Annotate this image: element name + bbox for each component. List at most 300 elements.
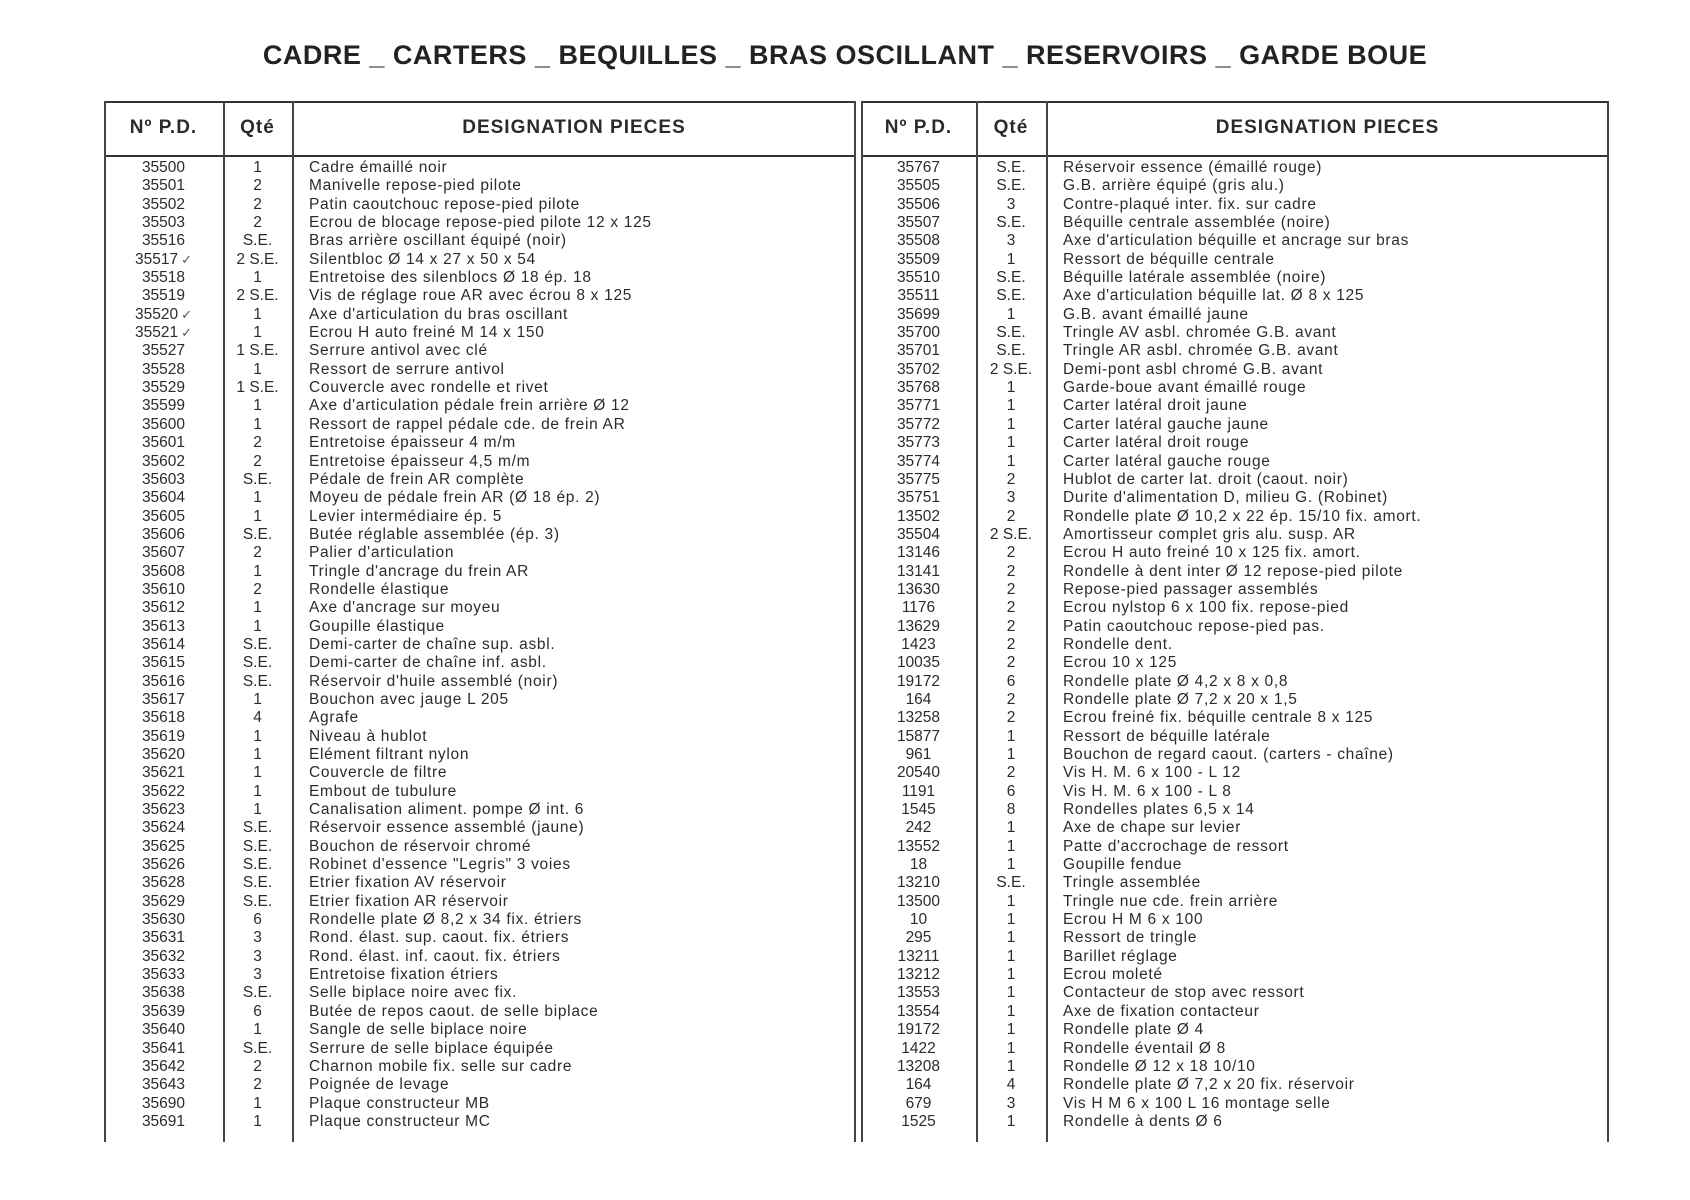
part-number: 1525 (901, 1112, 936, 1130)
table-row (861, 654, 1609, 672)
part-designation: Ecrou H auto freiné M 14 x 150 (309, 324, 545, 342)
quantity: 1 (253, 1021, 262, 1039)
part-designation: Réservoir d'huile assemblé (noir) (309, 672, 559, 690)
part-designation: Ressort de béquille latérale (1063, 727, 1271, 745)
table-row (861, 599, 1609, 617)
quantity: S.E. (996, 324, 1026, 342)
quantity: 2 (1006, 764, 1016, 782)
part-designation: Contacteur de stop avec ressort (1063, 984, 1305, 1002)
quantity: S.E. (996, 159, 1026, 176)
quantity: 1 (253, 1112, 262, 1130)
part-number: 35607 (141, 544, 186, 562)
table-row (861, 948, 1609, 966)
part-designation: Axe d'articulation pédale frein arrière Ø 12 (309, 397, 630, 415)
part-number: 35503 (141, 214, 186, 232)
part-designation: Repose-pied passager assemblés (1063, 580, 1319, 598)
part-designation: Silentbloc Ø 14 x 27 x 50 x 54 (309, 250, 536, 268)
table-row (104, 709, 856, 727)
part-number: 35699 (896, 305, 941, 323)
part-number: 35507 (896, 214, 941, 232)
part-number: 35623 (141, 801, 186, 819)
table-header (861, 101, 1609, 157)
part-designation: Robinet d'essence "Legris" 3 voies (309, 856, 571, 874)
table-row (104, 929, 856, 947)
part-number: 295 (905, 929, 932, 947)
part-number: 1191 (901, 782, 936, 800)
part-designation: Demi-carter de chaîne inf. asbl. (309, 654, 547, 672)
part-designation: Rondelle éventail Ø 8 (1063, 1039, 1226, 1057)
quantity: S.E. (996, 874, 1026, 892)
part-number: 35508 (896, 232, 941, 250)
quantity: S.E. (996, 214, 1026, 232)
part-number: 13212 (896, 966, 941, 984)
table-row (104, 232, 856, 250)
part-designation: Patte d'accrochage de ressort (1063, 837, 1289, 855)
table-row (104, 526, 856, 544)
quantity: 2 (253, 1057, 262, 1075)
part-number: 35626 (141, 856, 186, 874)
table-row (104, 691, 856, 709)
part-number: 35629 (141, 892, 186, 910)
part-number: 35599 (141, 397, 186, 415)
table-row (104, 673, 856, 691)
part-designation: Niveau à hublot (309, 727, 428, 745)
part-number: 35510 (896, 269, 941, 287)
part-designation: Carter latéral droit rouge (1063, 434, 1250, 452)
quantity: S.E. (242, 470, 273, 488)
table-row (861, 434, 1609, 452)
part-number: 35517 ✓ (134, 250, 192, 268)
table-row (861, 636, 1609, 654)
part-number: 13552 (896, 837, 941, 855)
quantity: 4 (253, 709, 262, 727)
quantity: 2 (253, 177, 262, 195)
part-number: 35528 (141, 360, 186, 378)
part-number: 35751 (896, 489, 941, 507)
table-row (104, 911, 856, 929)
part-number: 35600 (141, 415, 186, 433)
quantity: 3 (253, 947, 262, 965)
table-row (104, 269, 856, 287)
quantity: S.E. (242, 232, 273, 250)
part-number: 35502 (141, 195, 186, 213)
table-row (104, 563, 856, 581)
table-row (861, 489, 1609, 507)
quantity: 2 (1006, 580, 1016, 598)
part-designation: Garde-boue avant émaillé rouge (1063, 379, 1307, 397)
part-number: 13629 (896, 617, 941, 635)
part-number: 35529 (141, 379, 186, 397)
part-number: 961 (905, 746, 932, 763)
quantity: 8 (1006, 801, 1016, 819)
quantity: 1 (1006, 947, 1016, 965)
part-designation: Carter latéral gauche rouge (1063, 452, 1271, 470)
part-number: 13630 (896, 580, 941, 598)
part-designation: Bras arrière oscillant équipé (noir) (309, 232, 567, 250)
quantity: 1 (253, 617, 262, 635)
part-number: 35521 ✓ (134, 324, 192, 342)
part-number: 35773 (896, 434, 941, 452)
table-row (861, 159, 1609, 177)
part-designation: Couvercle avec rondelle et rivet (309, 379, 549, 397)
part-designation: Axe d'ancrage sur moyeu (309, 599, 501, 617)
part-number: 35641 (141, 1039, 186, 1057)
table-row (104, 453, 856, 471)
quantity: 2 (1006, 709, 1016, 727)
table-row (104, 728, 856, 746)
table-row (104, 819, 856, 837)
part-designation: Moyeu de pédale frein AR (Ø 18 ép. 2) (309, 489, 601, 507)
table-row (104, 1040, 856, 1058)
part-number: 35518 (141, 269, 186, 287)
part-designation: Bouchon avec jauge L 205 (309, 690, 509, 708)
quantity: 1 (1006, 1112, 1016, 1130)
table-row (861, 709, 1609, 727)
part-number: 35617 (141, 690, 186, 708)
quantity: S.E. (242, 672, 273, 690)
table-row (861, 893, 1609, 911)
part-number: 164 (905, 690, 932, 708)
table-row (861, 929, 1609, 947)
quantity: 2 (1006, 544, 1016, 562)
part-number: 35621 (141, 764, 186, 782)
table-row (861, 838, 1609, 856)
quantity: 1 S.E. (236, 342, 279, 360)
quantity: 1 (1006, 984, 1016, 1002)
part-number: 35702 (896, 360, 941, 378)
quantity: S.E. (242, 654, 273, 672)
part-designation: Axe d'articulation béquille lat. Ø 8 x 125 (1063, 287, 1365, 305)
part-number: 35501 (141, 177, 186, 195)
part-number: 35767 (896, 159, 941, 176)
part-designation: Carter latéral droit jaune (1063, 397, 1248, 415)
part-designation: Tringle assemblée (1063, 874, 1201, 892)
check-mark-icon: ✓ (181, 325, 192, 341)
part-designation: Ecrou nylstop 6 x 100 fix. repose-pied (1063, 599, 1349, 617)
table-row (861, 177, 1609, 195)
part-designation: Entretoise des silenblocs Ø 18 ép. 18 (309, 269, 592, 287)
quantity: 1 (253, 727, 262, 745)
part-number: 10035 (896, 654, 941, 672)
part-number: 35511 (897, 287, 940, 305)
part-number: 13502 (896, 507, 941, 525)
table-row (861, 728, 1609, 746)
quantity: S.E. (242, 1039, 273, 1057)
part-number: 35613 (141, 617, 186, 635)
table-row (104, 636, 856, 654)
part-designation: Ecrou 10 x 125 (1063, 654, 1178, 672)
table-row (861, 1095, 1609, 1113)
quantity: 6 (1006, 672, 1016, 690)
part-designation: Tringle d'ancrage du frein AR (309, 562, 529, 580)
part-number: 35620 (141, 746, 186, 763)
quantity: 1 (253, 1094, 262, 1112)
part-designation: Réservoir essence (émaillé rouge) (1063, 159, 1323, 176)
table-row (104, 618, 856, 636)
part-number: 1422 (901, 1039, 936, 1057)
part-number: 19172 (896, 672, 941, 690)
quantity: 1 (1006, 1021, 1016, 1039)
quantity: 1 (1006, 856, 1016, 874)
quantity: 2 (253, 1076, 262, 1094)
part-designation: G.B. avant émaillé jaune (1063, 305, 1249, 323)
part-number: 35615 (141, 654, 186, 672)
part-number: 35640 (141, 1021, 186, 1039)
part-designation: Etrier fixation AV réservoir (309, 874, 507, 892)
part-designation: Embout de tubulure (309, 782, 457, 800)
table-row (104, 251, 856, 269)
table-row (104, 214, 856, 232)
part-designation: Ecrou freiné fix. béquille centrale 8 x 125 (1063, 709, 1374, 727)
table-row (861, 324, 1609, 342)
part-designation: Ecrou H auto freiné 10 x 125 fix. amort. (1063, 544, 1361, 562)
header-pd: Nº P.D. (884, 117, 953, 138)
quantity: 1 (1006, 250, 1016, 268)
table-row (104, 489, 856, 507)
table-row (861, 783, 1609, 801)
part-designation: Ressort de béquille centrale (1063, 250, 1275, 268)
table-row (861, 287, 1609, 305)
part-designation: Rondelle plate Ø 4,2 x 8 x 0,8 (1063, 672, 1289, 690)
quantity: 1 (1006, 379, 1016, 397)
table-row (861, 251, 1609, 269)
quantity: 3 (1006, 489, 1016, 507)
table-row (861, 214, 1609, 232)
quantity: 1 (1006, 892, 1016, 910)
table-row (861, 269, 1609, 287)
header-pd: Nº P.D. (129, 117, 198, 138)
table-row (861, 306, 1609, 324)
table-row (104, 599, 856, 617)
part-designation: Ecrou moleté (1063, 966, 1163, 984)
table-row (104, 471, 856, 489)
table-row (861, 1021, 1609, 1039)
part-designation: Goupille élastique (309, 617, 445, 635)
quantity: 1 (253, 305, 262, 323)
part-designation: Axe d'articulation béquille et ancrage sur bras (1063, 232, 1410, 250)
part-number: 35605 (141, 507, 186, 525)
part-designation: Sangle de selle biplace noire (309, 1021, 528, 1039)
part-number: 35608 (141, 562, 186, 580)
table-row (104, 764, 856, 782)
table-row (104, 1003, 856, 1021)
part-number: 35628 (141, 874, 186, 892)
quantity: 2 (1006, 507, 1016, 525)
quantity: 2 (1006, 617, 1016, 635)
part-designation: Bouchon de regard caout. (carters - chaîne) (1063, 746, 1394, 763)
table-row (861, 1076, 1609, 1094)
part-number: 35616 (141, 672, 186, 690)
quantity: 1 S.E. (236, 379, 279, 397)
table-row (861, 764, 1609, 782)
part-designation: Axe de chape sur levier (1063, 819, 1242, 837)
part-number: 35642 (141, 1057, 186, 1075)
part-designation: Pédale de frein AR complète (309, 470, 525, 488)
table-row (861, 1058, 1609, 1076)
table-row (104, 159, 856, 177)
table-row (861, 673, 1609, 691)
table-row (104, 342, 856, 360)
part-number: 35509 (896, 250, 941, 268)
quantity: 1 (253, 269, 262, 287)
table-row (104, 196, 856, 214)
table-row (861, 874, 1609, 892)
part-number: 35527 (141, 342, 186, 360)
quantity: 2 (1006, 654, 1016, 672)
part-designation: Carter latéral gauche jaune (1063, 415, 1269, 433)
table-row (104, 874, 856, 892)
table-row (104, 746, 856, 764)
part-number: 35630 (141, 911, 186, 929)
header-designation: DESIGNATION PIECES (1215, 117, 1440, 138)
quantity: 2 (1006, 562, 1016, 580)
part-number: 35519 (141, 287, 186, 305)
part-designation: Béquille latérale assemblée (noire) (1063, 269, 1327, 287)
quantity: 1 (253, 159, 262, 176)
table-row (104, 287, 856, 305)
quantity: 3 (1006, 232, 1016, 250)
part-designation: Barillet réglage (1063, 947, 1178, 965)
quantity: 1 (253, 397, 262, 415)
quantity: 1 (253, 764, 262, 782)
table-row (104, 1021, 856, 1039)
quantity: 4 (1006, 1076, 1016, 1094)
quantity: 1 (253, 324, 262, 342)
header-qte: Qté (993, 117, 1029, 138)
part-number: 35774 (896, 452, 941, 470)
table-row (861, 361, 1609, 379)
table-row (104, 379, 856, 397)
part-number: 15877 (896, 727, 941, 745)
table-row (104, 654, 856, 672)
part-designation: Rond. élast. inf. caout. fix. étriers (309, 947, 561, 965)
table-row (104, 306, 856, 324)
quantity: 2 (1006, 599, 1016, 617)
part-designation: Durite d'alimentation D, milieu G. (Robinet) (1063, 489, 1388, 507)
quantity: 1 (253, 782, 262, 800)
quantity: 2 (253, 544, 262, 562)
part-number: 164 (905, 1076, 932, 1094)
table-row (861, 618, 1609, 636)
table-row (104, 508, 856, 526)
part-designation: Plaque constructeur MB (309, 1094, 490, 1112)
part-number: 35691 (141, 1112, 186, 1130)
table-row (104, 361, 856, 379)
table-row (104, 544, 856, 562)
part-number: 13208 (896, 1057, 941, 1075)
part-designation: Rondelle plate Ø 7,2 x 20 x 1,5 (1063, 690, 1298, 708)
check-mark-icon: ✓ (181, 306, 192, 322)
part-number: 1176 (901, 599, 936, 617)
quantity: 1 (253, 507, 262, 525)
table-row (104, 1076, 856, 1094)
part-designation: Butée de repos caout. de selle biplace (309, 1002, 599, 1020)
quantity: 1 (1006, 1039, 1016, 1057)
rows-right (861, 159, 1609, 1131)
part-designation: Tringle AV asbl. chromée G.B. avant (1063, 324, 1337, 342)
table-row (104, 397, 856, 415)
part-designation: Hublot de carter lat. droit (caout. noir) (1063, 470, 1349, 488)
part-designation: Vis H M 6 x 100 L 16 montage selle (1063, 1094, 1331, 1112)
quantity: 3 (253, 929, 262, 947)
part-number: 35639 (141, 1002, 186, 1020)
check-mark-icon: ✓ (181, 251, 192, 267)
part-designation: Serrure de selle biplace équipée (309, 1039, 554, 1057)
part-designation: Rondelle plate Ø 4 (1063, 1021, 1204, 1039)
quantity: 2 (1006, 470, 1016, 488)
quantity: 6 (253, 1002, 262, 1020)
part-number: 35612 (141, 599, 186, 617)
quantity: 2 (253, 580, 262, 598)
part-designation: Rondelle à dent inter Ø 12 repose-pied pilote (1063, 562, 1403, 580)
part-number: 35520 ✓ (134, 305, 192, 323)
quantity: S.E. (242, 819, 273, 837)
part-designation: Rondelle Ø 12 x 18 10/10 (1063, 1057, 1256, 1075)
table-row (104, 856, 856, 874)
quantity: 1 (1006, 929, 1016, 947)
table-row (104, 893, 856, 911)
part-number: 35633 (141, 966, 186, 984)
quantity: 1 (253, 801, 262, 819)
quantity: S.E. (996, 269, 1026, 287)
quantity: 2 S.E. (989, 360, 1033, 378)
header-designation: DESIGNATION PIECES (462, 117, 686, 138)
part-designation: Vis de réglage roue AR avec écrou 8 x 125 (309, 287, 633, 305)
part-number: 35772 (896, 415, 941, 433)
quantity: 2 (253, 434, 262, 452)
part-number: 35618 (141, 709, 186, 727)
part-number: 35604 (141, 489, 186, 507)
quantity: 1 (253, 690, 262, 708)
quantity: 1 (253, 599, 262, 617)
quantity: S.E. (242, 984, 273, 1002)
part-designation: Ressort de rappel pédale cde. de frein AR (309, 415, 626, 433)
part-designation: Tringle AR asbl. chromée G.B. avant (1063, 342, 1339, 360)
table-row (104, 984, 856, 1002)
part-number: 35505 (896, 177, 941, 195)
part-designation: G.B. arrière équipé (gris alu.) (1063, 177, 1285, 195)
table-row (104, 1058, 856, 1076)
quantity: 1 (1006, 1002, 1016, 1020)
part-number: 18 (909, 856, 928, 874)
quantity: 6 (253, 911, 262, 929)
part-designation: Couvercle de filtre (309, 764, 448, 782)
table-row (104, 1095, 856, 1113)
table-row (104, 434, 856, 452)
quantity: 1 (253, 360, 262, 378)
part-designation: Contre-plaqué inter. fix. sur cadre (1063, 195, 1317, 213)
table-row (861, 801, 1609, 819)
part-number: 679 (905, 1094, 932, 1112)
part-designation: Butée réglable assemblée (ép. 3) (309, 525, 560, 543)
part-designation: Entretoise épaisseur 4,5 m/m (309, 452, 531, 470)
parts-table-left (104, 101, 856, 1142)
part-number: 35614 (141, 635, 186, 653)
part-designation: Ressort de serrure antivol (309, 360, 505, 378)
part-designation: Vis H. M. 6 x 100 - L 12 (1063, 764, 1241, 782)
part-designation: Agrafe (309, 709, 359, 727)
part-number: 35701 (896, 342, 941, 360)
part-number: 35601 (141, 434, 186, 452)
part-designation: Rondelle plate Ø 7,2 x 20 fix. réservoir (1063, 1076, 1355, 1094)
quantity: 3 (253, 966, 262, 984)
part-designation: Vis H. M. 6 x 100 - L 8 (1063, 782, 1232, 800)
table-row (861, 196, 1609, 214)
table-row (861, 1113, 1609, 1131)
quantity: 6 (1006, 782, 1016, 800)
part-designation: Selle biplace noire avec fix. (309, 984, 518, 1002)
table-row (861, 379, 1609, 397)
